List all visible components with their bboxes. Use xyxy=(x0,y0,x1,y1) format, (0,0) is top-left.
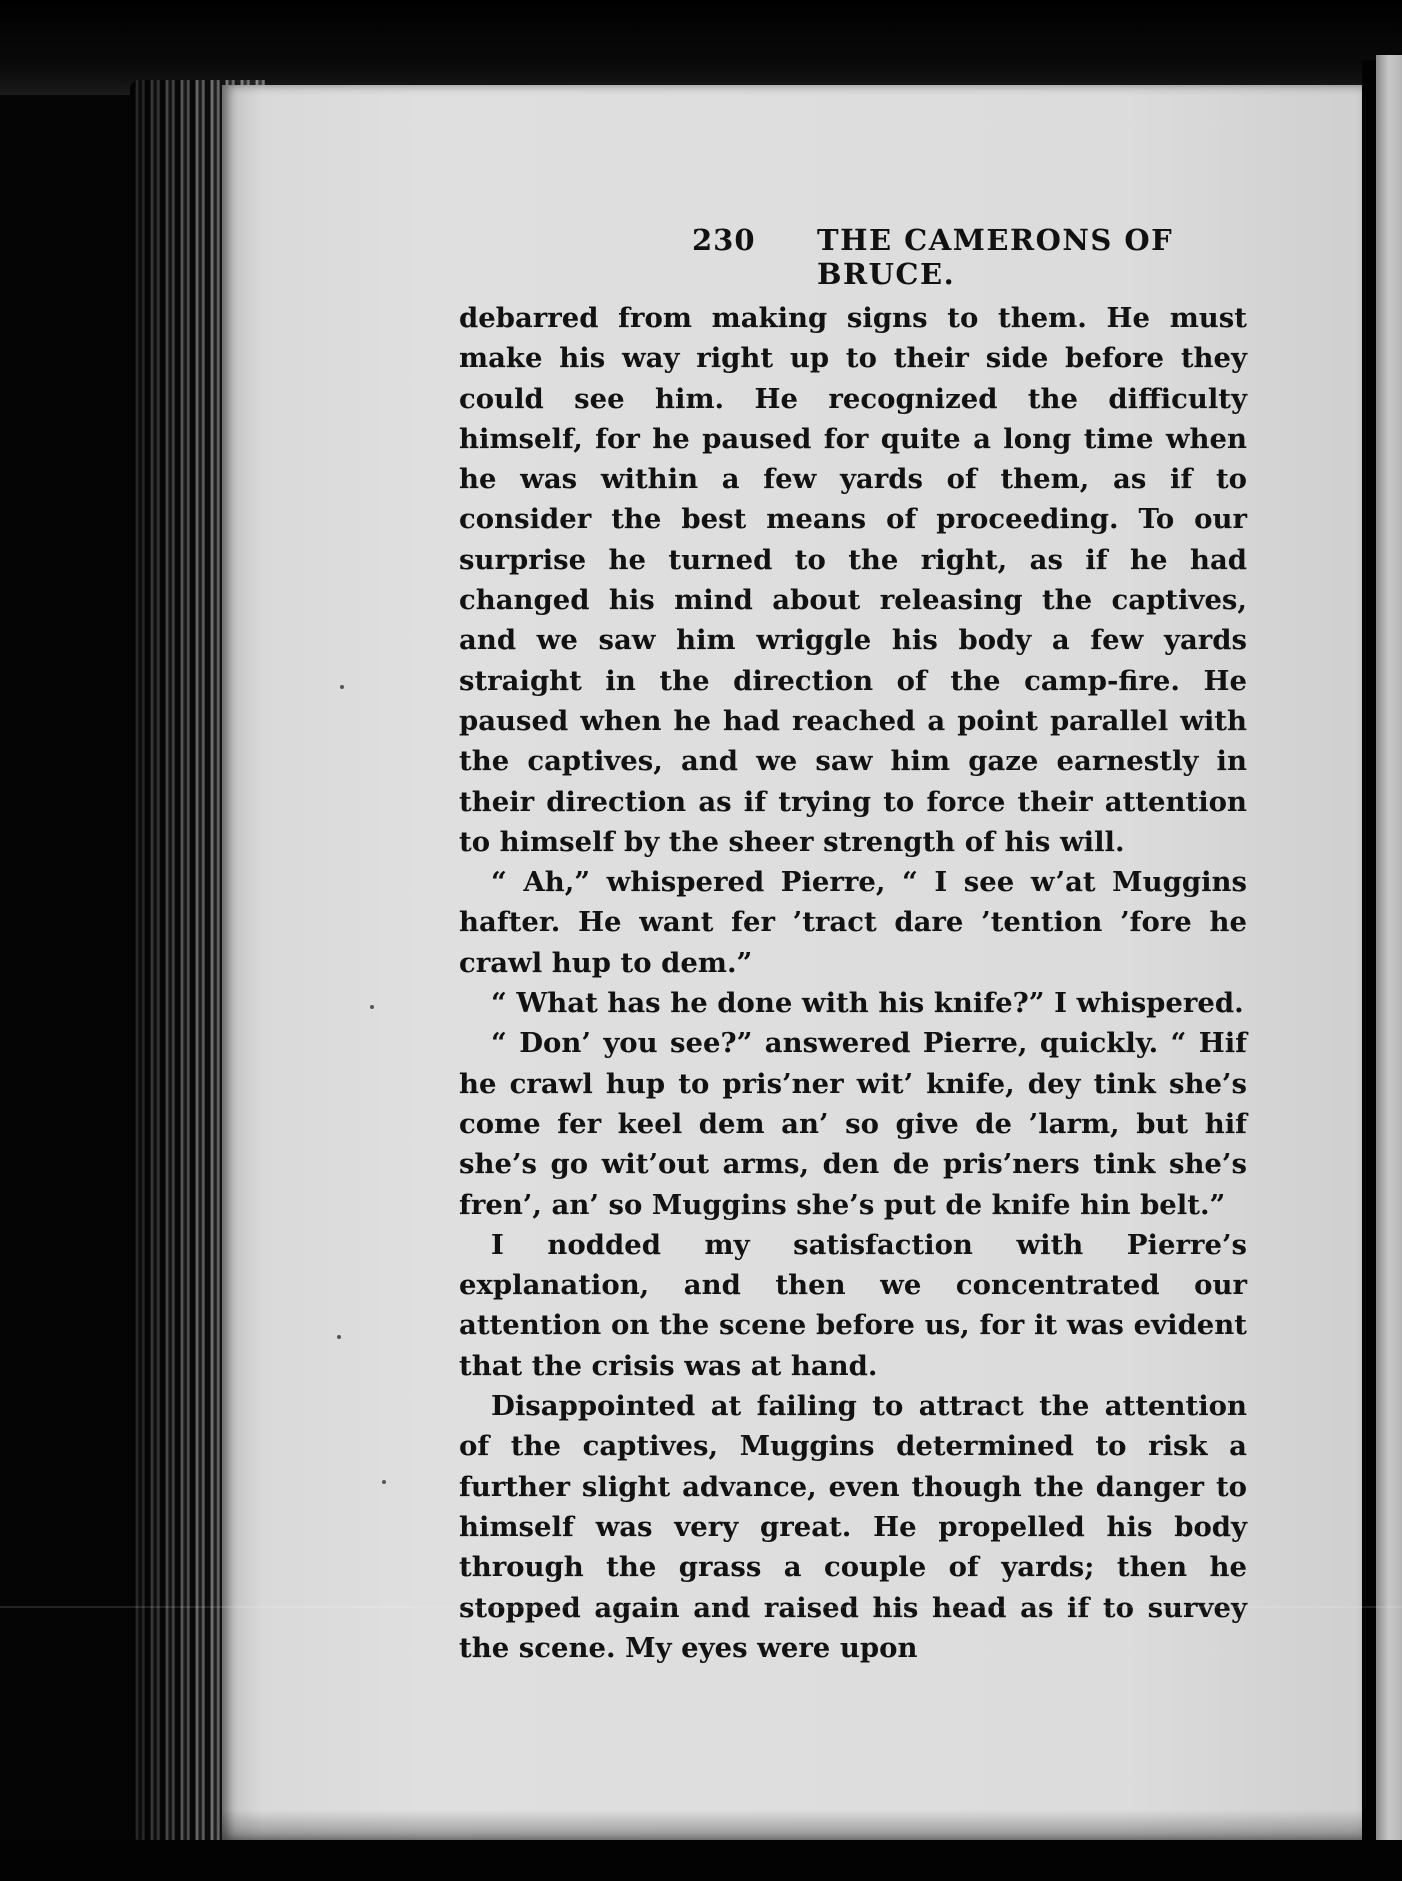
scan-speck xyxy=(337,1335,341,1339)
scan-speck xyxy=(382,1480,386,1484)
book-title: THE CAMERONS OF BRUCE. xyxy=(817,223,1174,291)
paragraph: “ Don’ you see?” answered Pierre, quickly. “ Hif he crawl hup to pris’ner wit’ knife, dey tink she’s come fer keel dem an’ so give de ’larm, but hif she’s go wit’out arms, den de pris’ners tink she’s fren’, an’ so Muggins she’s put de knife hin belt.” xyxy=(459,1027,1247,1221)
book-page xyxy=(222,85,1362,1840)
next-leaf-sliver xyxy=(1376,55,1402,1855)
page-bottom-shadow xyxy=(222,1810,1362,1840)
running-head xyxy=(457,223,1217,291)
paragraph: Disappointed at failing to attract the attention of the captives, Muggins determined to risk a further slight advance, even though the danger to himself was very great. He propelled his body through the grass a couple of yards; then he stopped again and raised his head as if to survey the scene. My eyes were upon xyxy=(459,1390,1247,1664)
paragraph: “ What has he done with his knife?” I whispered. xyxy=(491,987,1244,1020)
page-number: 230 xyxy=(692,223,756,257)
body-text xyxy=(459,298,1247,1668)
page-right-edge xyxy=(1362,60,1376,1850)
paragraph: I nodded my satisfaction with Pierre’s explanation, and then we concentrated our attention on the scene before us, for it was evident that the crisis was at hand. xyxy=(459,1228,1247,1382)
scan-bottom-border xyxy=(0,1840,1402,1881)
scan-line-artifact xyxy=(0,1606,1402,1608)
scan-speck xyxy=(370,1005,374,1009)
scan-speck xyxy=(340,685,344,689)
paragraph: “ Ah,” whispered Pierre, “ I see w’at Muggins hafter. He want fer ’tract dare ’tention ’fore he crawl hup to dem.” xyxy=(459,866,1247,979)
paragraph: debarred from making signs to them. He must make his way right up to their side before they could see him. He recognized the difficulty himself, for he paused for quite a long time when he was within a few yards of them, as if to consider the best means of proceeding. To our surprise he turned to the right, as if he had changed his mind about releasing the captives, and we saw him wriggle his body a few yards straight in the direction of the camp-fire. He paused when he had reached a point parallel with the captives, and we saw him gaze earnestly in their direction as if trying to force their attention to himself by the sheer strength of his will. xyxy=(459,302,1247,858)
